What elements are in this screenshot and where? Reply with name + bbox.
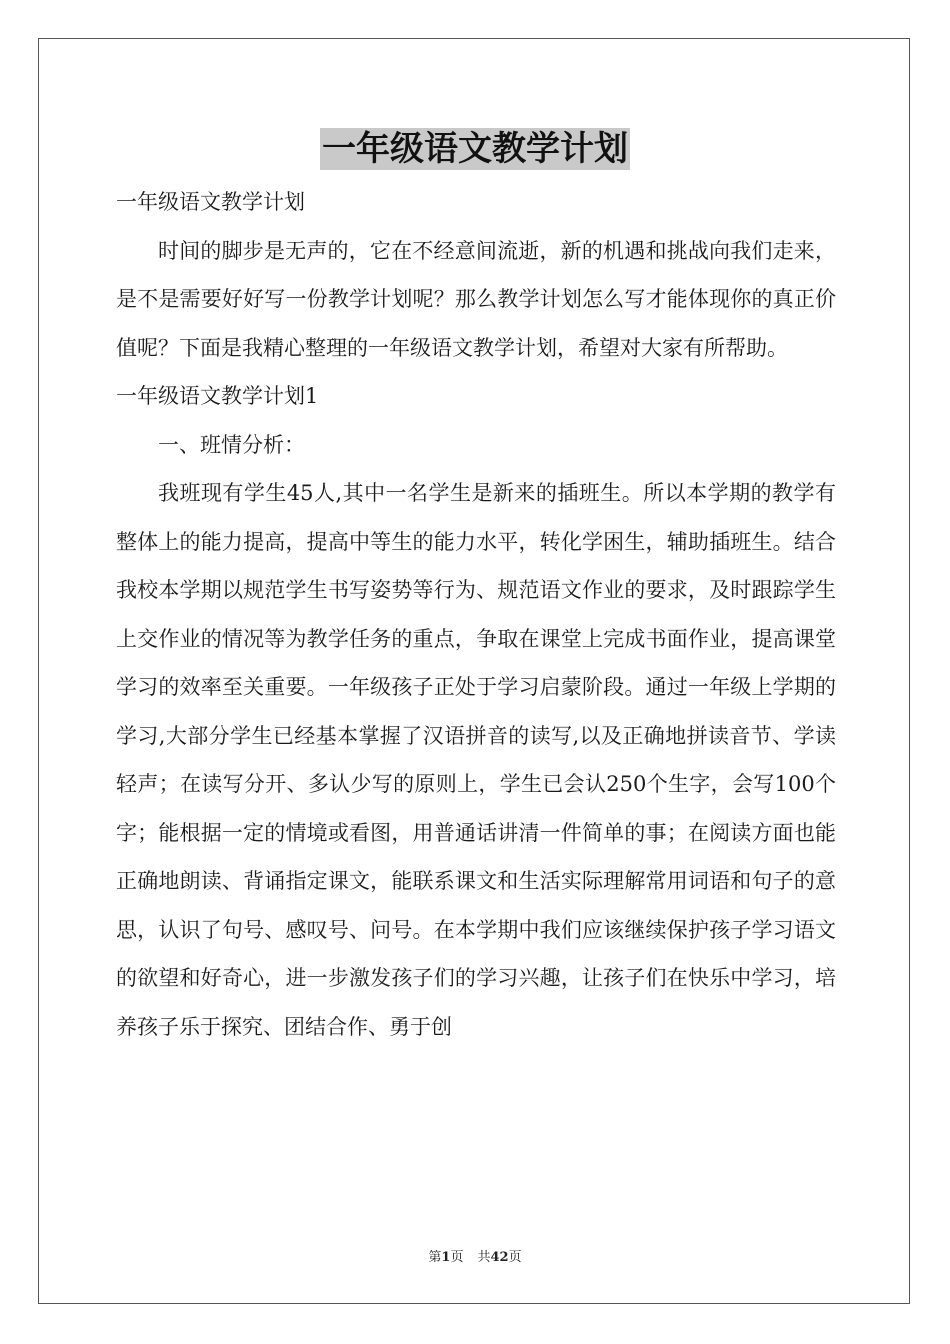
section-heading: 一年级语文教学计划1 bbox=[116, 384, 319, 408]
footer-page-current: 1 bbox=[441, 1250, 451, 1265]
footer-page-suffix: 页 bbox=[450, 1250, 464, 1265]
subsection-heading: 一、班情分析： bbox=[158, 432, 305, 457]
body-paragraph: 我班现有学生45人,其中一名学生是新来的插班生。所以本学期的教学有整体上的能力提高，提高中等生的能力水平，转化学困生，辅助插班生。结合我校本学期以规范学生书写姿势等行为、规范语文作业的要求，及时跟踪学生上交作业的情况等为教学任务的重点，争取在课堂上完成书面作业，提高课堂学习的效率至关重要。一年级孩子正处于学习启蒙阶段。通过一年级上学期的学习,大部分学生已经基本掌握了汉语拼音的读写,以及正确地拼读音节、学读轻声；在读写分开、多认少写的原则上，学生已会认250个生字，会写100个字；能根据一定的情境或看图，用普通话讲清一件简单的事；在阅读方面也能正确地朗读、背诵指定课文，能联系课文和生活实际理解常用词语和句子的意思，认识了句号、感叹号、问号。在本学期中我们应该继续保护孩子学习语文的欲望和好奇心，进一步激发孩子们的学习兴趣，让孩子们在快乐中学习，培养孩子乐于探究、团结合作、勇于创 bbox=[116, 481, 836, 1039]
document-subtitle: 一年级语文教学计划 bbox=[116, 190, 305, 214]
document-title: 一年级语文教学计划 bbox=[322, 129, 628, 169]
title-container bbox=[0, 128, 950, 170]
footer-page-prefix: 第 bbox=[428, 1250, 442, 1265]
document-body bbox=[116, 178, 836, 1051]
footer-page-total: 42 bbox=[490, 1250, 509, 1265]
footer-total-suffix: 页 bbox=[508, 1250, 522, 1265]
footer-total-prefix: 共 bbox=[477, 1250, 491, 1265]
intro-paragraph: 时间的脚步是无声的，它在不经意间流逝，新的机遇和挑战向我们走来，是不是需要好好写一份教学计划呢？那么教学计划怎么写才能体现你的真正价值呢？下面是我精心整理的一年级语文教学计划，希望对大家有所帮助。 bbox=[116, 238, 836, 360]
page-footer bbox=[0, 1246, 950, 1265]
